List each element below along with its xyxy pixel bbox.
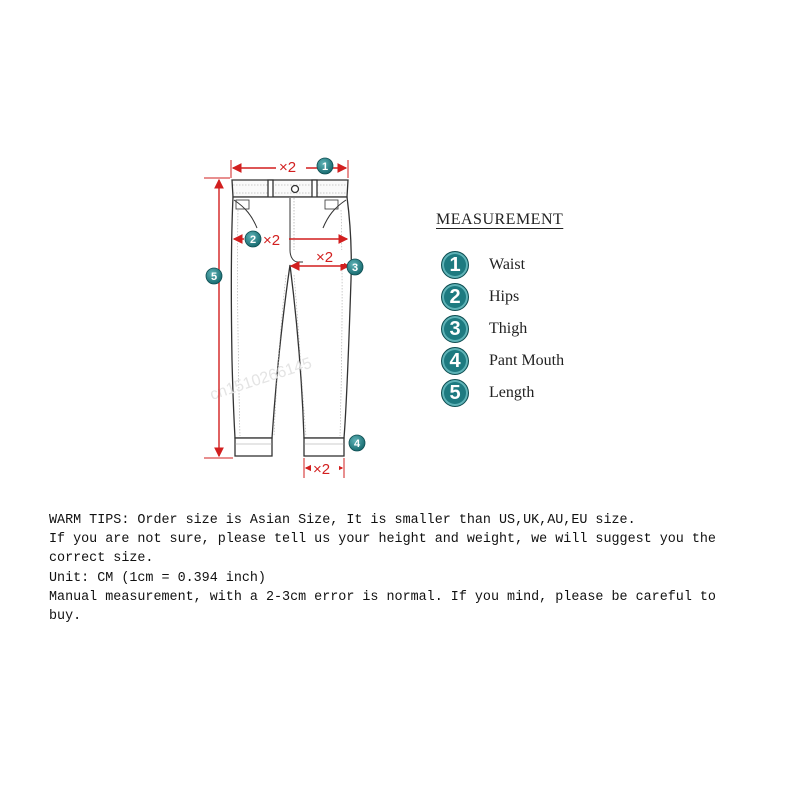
legend-item-pant-mouth — [441, 346, 564, 376]
legend-item-waist — [441, 250, 525, 280]
legend-item-length — [441, 378, 534, 408]
tips-line-error: Manual measurement, with a 2-3cm error is normal. If you mind, please be careful to buy. — [49, 589, 716, 625]
thigh-multiplier: ×2 — [316, 249, 334, 266]
watermark: cn1510266145 — [207, 354, 314, 404]
number-3-badge: 3 — [441, 315, 469, 343]
thigh-badge-number: 3 — [351, 262, 359, 274]
legend-label-length: Length — [489, 384, 535, 401]
waist-badge-number: 1 — [321, 161, 329, 173]
tips-line-unit: Unit: CM (1cm = 0.394 inch) — [49, 570, 266, 586]
waist-measure — [231, 158, 348, 178]
legend-item-hips — [441, 282, 519, 312]
hips-badge-number: 2 — [249, 234, 257, 246]
tips-line-size: WARM TIPS: Order size is Asian Size, It is smaller than US,UK,AU,EU size. — [49, 513, 636, 528]
tips-line-suggest: If you are not sure, please tell us your height and weight, we will suggest you the correct size. — [49, 532, 716, 567]
legend-label-thigh: Thigh — [489, 320, 528, 337]
number-2-badge: 2 — [441, 283, 469, 311]
legend-label-pant-mouth: Pant Mouth — [489, 352, 565, 369]
pant-mouth-multiplier: ×2 — [313, 461, 331, 478]
hips-multiplier: ×2 — [263, 232, 281, 249]
number-4-badge: 4 — [441, 347, 469, 375]
legend-label-waist: Waist — [489, 256, 526, 273]
number-1-badge: 1 — [441, 251, 469, 279]
number-5-badge: 5 — [441, 379, 469, 407]
waist-multiplier: ×2 — [279, 159, 297, 176]
length-badge-number: 5 — [210, 271, 218, 283]
pants-outline — [231, 180, 351, 456]
pant-mouth-badge-number: 4 — [353, 438, 361, 450]
length-measure — [204, 178, 233, 458]
legend-label-hips: Hips — [489, 288, 520, 305]
legend-title: MEASUREMENT — [436, 211, 564, 228]
legend-item-thigh — [441, 314, 527, 344]
warm-tips — [49, 511, 729, 626]
